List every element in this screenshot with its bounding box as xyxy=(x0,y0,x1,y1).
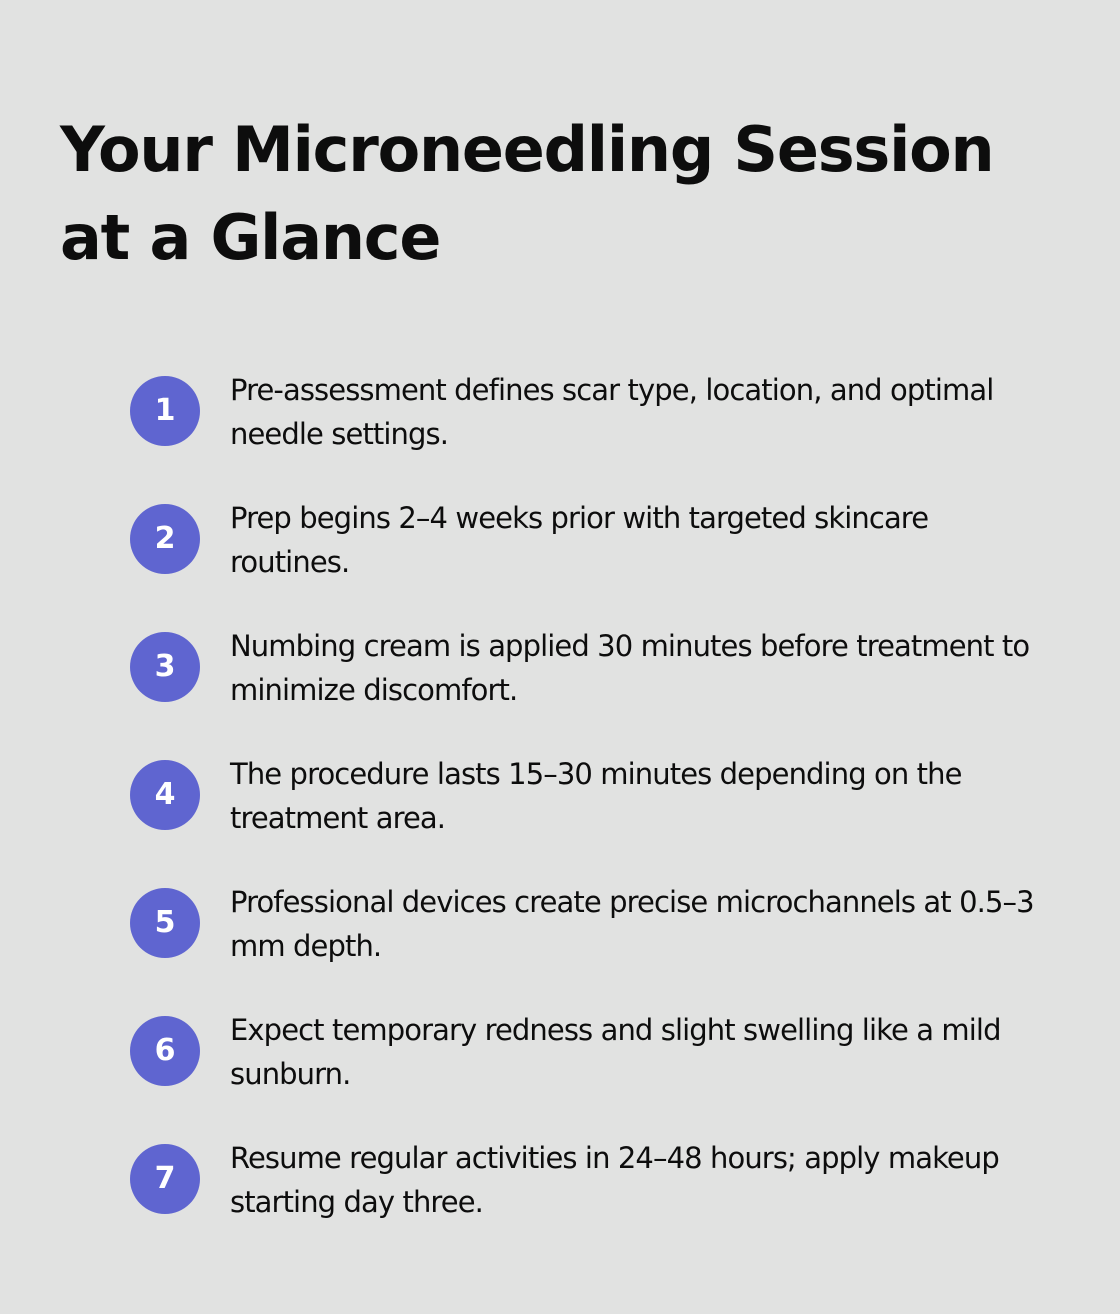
step-text: Prep begins 2–4 weeks prior with targeted skincare routines. xyxy=(230,501,929,579)
list-item xyxy=(130,1136,1070,1264)
list-item xyxy=(130,368,1070,496)
step-text: Numbing cream is applied 30 minutes before treatment to minimize discomfort. xyxy=(230,629,1030,707)
step-number-badge: 1 xyxy=(130,376,200,446)
list-item xyxy=(130,1008,1070,1136)
step-text: Expect temporary redness and slight swelling like a mild sunburn. xyxy=(230,1013,1001,1091)
list-item xyxy=(130,752,1070,880)
page-title: Your Microneedling Session at a Glance xyxy=(60,113,994,274)
list-item xyxy=(130,496,1070,624)
step-text: Pre-assessment defines scar type, location, and optimal needle settings. xyxy=(230,373,994,451)
steps-list xyxy=(130,368,1070,1264)
step-number-badge: 7 xyxy=(130,1144,200,1214)
step-text: Professional devices create precise microchannels at 0.5–3 mm depth. xyxy=(230,885,1034,963)
step-number-badge: 6 xyxy=(130,1016,200,1086)
list-item xyxy=(130,880,1070,1008)
step-number-badge: 5 xyxy=(130,888,200,958)
step-number-badge: 2 xyxy=(130,504,200,574)
step-number-badge: 3 xyxy=(130,632,200,702)
list-item xyxy=(130,624,1070,752)
step-text: Resume regular activities in 24–48 hours; apply makeup starting day three. xyxy=(230,1141,999,1219)
step-text: The procedure lasts 15–30 minutes depending on the treatment area. xyxy=(230,757,962,835)
step-number-badge: 4 xyxy=(130,760,200,830)
